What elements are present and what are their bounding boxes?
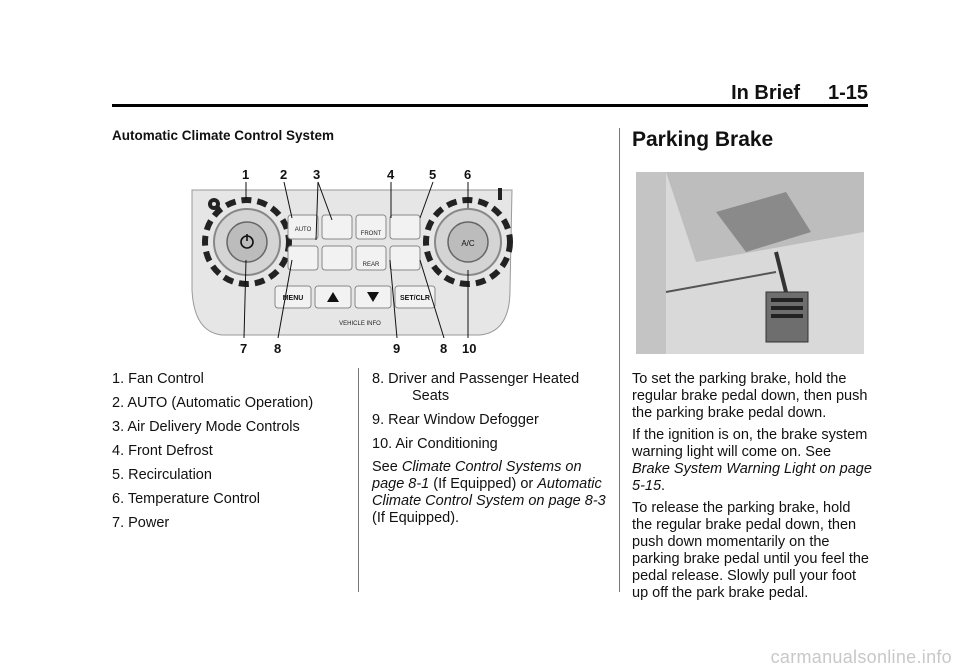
callout-1: 1 — [242, 167, 250, 182]
list-item: 4. Front Defrost — [112, 443, 213, 459]
page-number: 1-15 — [827, 82, 868, 104]
climate-list-left — [112, 371, 313, 539]
climate-see-reference: See Climate Control Systems on page 8-1 (If Equipped) or Automatic Climate Control System on page 8-3 (If Equipped). — [372, 459, 606, 526]
header-rule — [112, 104, 868, 107]
column-divider-left — [358, 368, 359, 592]
list-item: 2. AUTO (Automatic Operation) — [112, 395, 314, 411]
list-item: 10. Air Conditioning — [372, 436, 498, 452]
callout-7: 7 — [240, 341, 248, 356]
column-divider-right — [619, 128, 620, 592]
list-item: 1. Fan Control — [112, 371, 204, 387]
setclr-label: SET/CLR — [400, 295, 430, 302]
chapter-title: In Brief — [731, 82, 800, 104]
page-header — [112, 82, 868, 104]
fan-control-knob — [205, 200, 289, 284]
callout-10: 10 — [462, 341, 477, 356]
list-item: 6. Temperature Control — [112, 491, 261, 507]
list-item: 3. Air Delivery Mode Controls — [112, 419, 300, 435]
reference-link[interactable]: Climate Control Systems on page 8-1 — [372, 459, 582, 492]
reference-link[interactable]: Automatic Climate Control System on page 8-3 — [372, 476, 606, 509]
callout-8b: 8 — [440, 341, 448, 356]
rear-label: REAR — [362, 262, 380, 268]
parking-brake-figure — [636, 172, 864, 354]
callout-4: 4 — [387, 167, 395, 182]
callout-6: 6 — [464, 167, 472, 182]
parking-para-1: To set the parking brake, hold the regular brake pedal down, then push the parking brake pedal down. — [632, 371, 868, 421]
watermark: carmanualsonline.info — [770, 647, 952, 667]
parking-brake-title: Parking Brake — [632, 128, 774, 151]
vehicle-info-label: VEHICLE INFO — [339, 321, 381, 327]
thermometer-icon — [498, 188, 502, 200]
climate-control-figure — [180, 160, 520, 360]
list-item: Seats — [412, 388, 450, 404]
front-label: FRONT — [360, 231, 382, 237]
callout-3: 3 — [313, 167, 321, 182]
list-item: 8. Driver and Passenger Heated — [372, 371, 580, 387]
list-item: 9. Rear Window Defogger — [372, 412, 539, 428]
auto-label: AUTO — [294, 227, 312, 233]
callout-8a: 8 — [274, 341, 282, 356]
callout-2: 2 — [280, 167, 288, 182]
list-item: 7. Power — [112, 515, 170, 531]
list-item: 5. Recirculation — [112, 467, 212, 483]
climate-list-right — [372, 371, 612, 460]
menu-label: MENU — [282, 295, 304, 302]
parking-para-2: If the ignition is on, the brake system warning light will come on. See Brake System Warning Light on page 5-15. — [632, 427, 872, 494]
parking-para-3: To release the parking brake, hold the regular brake pedal down, then push down momentarily on the parking brake pedal until you feel the pedal release. Slowly pull your foot up off the park brake pedal. — [632, 500, 869, 601]
callout-5: 5 — [429, 167, 437, 182]
callout-9: 9 — [393, 341, 401, 356]
climate-section-title: Automatic Climate Control System — [112, 128, 335, 143]
reference-link[interactable]: Brake System Warning Light on page 5-15 — [632, 461, 872, 494]
ac-label: A/C — [461, 239, 475, 248]
